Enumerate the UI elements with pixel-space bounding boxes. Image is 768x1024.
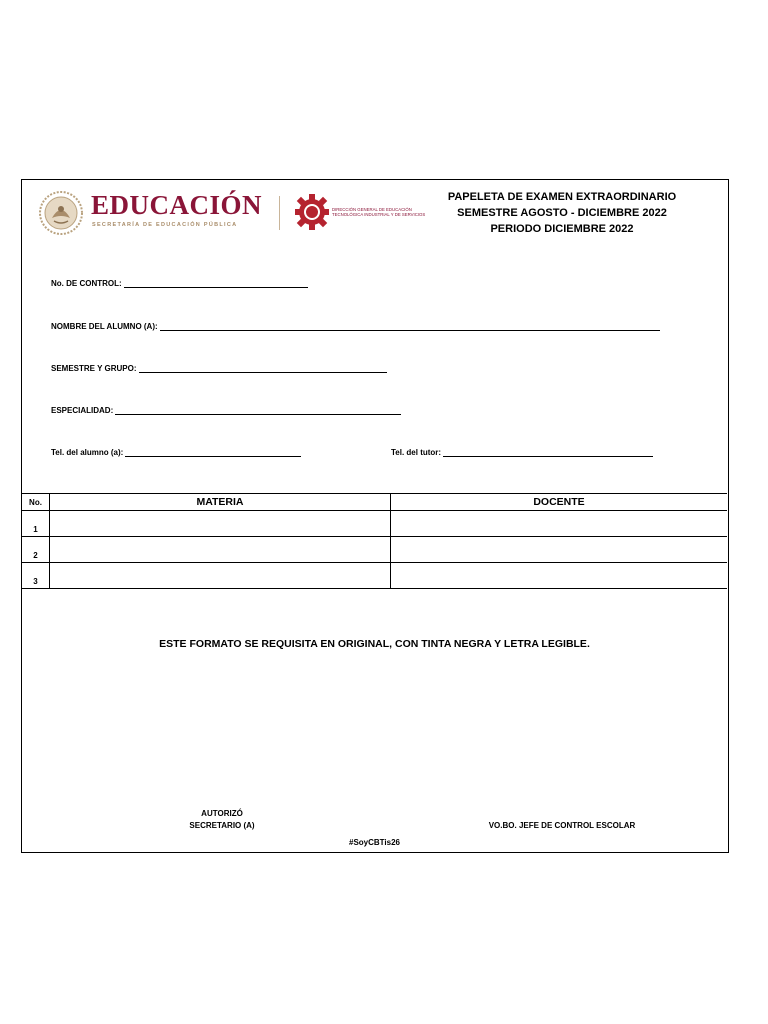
col-materia-header: MATERIA <box>50 494 391 511</box>
field-nombre <box>51 322 660 331</box>
secretario-label: SECRETARIO (A) <box>189 821 255 830</box>
form-title <box>432 189 692 237</box>
field-tel-tutor-line[interactable] <box>443 448 653 457</box>
signature-secretario <box>162 808 282 832</box>
requirements-notice: ESTE FORMATO SE REQUISITA EN ORIGINAL, CON TINTA NEGRA Y LETRA LEGIBLE. <box>159 638 590 650</box>
autorizo-label: AUTORIZÓ <box>201 809 243 818</box>
logo-divider <box>279 196 280 230</box>
vobo-label: VO.BO. JEFE DE CONTROL ESCOLAR <box>488 821 636 830</box>
table-header-row <box>22 494 727 511</box>
field-especialidad <box>51 406 401 415</box>
sep-subtitle: SECRETARÍA DE EDUCACIÓN PÚBLICA <box>92 222 238 228</box>
field-semestre <box>51 364 387 373</box>
field-tel-tutor <box>391 448 653 457</box>
row-number: 1 <box>22 511 50 537</box>
field-semestre-label: SEMESTRE Y GRUPO: <box>51 364 137 373</box>
field-tel-alumno <box>51 448 301 457</box>
docente-cell[interactable] <box>391 511 728 537</box>
title-line-3: PERIODO DICIEMBRE 2022 <box>490 223 634 235</box>
field-tel-alumno-line[interactable] <box>125 448 301 457</box>
field-control-line[interactable] <box>124 279 308 288</box>
row-number: 2 <box>22 537 50 563</box>
field-nombre-line[interactable] <box>160 322 660 331</box>
field-tel-tutor-label: Tel. del tutor: <box>391 448 442 457</box>
docente-cell[interactable] <box>391 537 728 563</box>
row-number: 3 <box>22 563 50 589</box>
table-row <box>22 537 727 563</box>
exam-form <box>21 179 729 853</box>
field-especialidad-line[interactable] <box>115 406 401 415</box>
title-line-1: PAPELETA DE EXAMEN EXTRAORDINARIO <box>447 191 677 203</box>
col-no-header: No. <box>22 494 50 511</box>
field-semestre-line[interactable] <box>139 364 387 373</box>
materia-cell[interactable] <box>50 537 391 563</box>
subjects-table <box>22 493 727 589</box>
title-line-2: SEMESTRE AGOSTO - DICIEMBRE 2022 <box>457 207 667 219</box>
dgeti-gear-icon <box>295 192 329 232</box>
hashtag-footer: #SoyCBTis26 <box>349 838 400 847</box>
table-row <box>22 563 727 589</box>
field-tel-alumno-label: Tel. del alumno (a): <box>51 448 124 457</box>
mexico-seal-icon <box>38 190 84 236</box>
col-docente-header: DOCENTE <box>391 494 728 511</box>
materia-cell[interactable] <box>50 563 391 589</box>
table-row <box>22 511 727 537</box>
dgeti-text: DIRECCIÓN GENERAL DE EDUCACIÓN TECNOLÓGICA INDUSTRIAL Y DE SERVICIOS <box>332 207 426 218</box>
field-especialidad-label: ESPECIALIDAD: <box>51 406 114 415</box>
signature-vobo <box>462 820 662 832</box>
field-nombre-label: NOMBRE DEL ALUMNO (A): <box>51 322 158 331</box>
docente-cell[interactable] <box>391 563 728 589</box>
field-control <box>51 279 308 288</box>
educacion-logo-text: EDUCACIÓN <box>91 190 263 220</box>
field-control-label: No. DE CONTROL: <box>51 279 122 288</box>
materia-cell[interactable] <box>50 511 391 537</box>
